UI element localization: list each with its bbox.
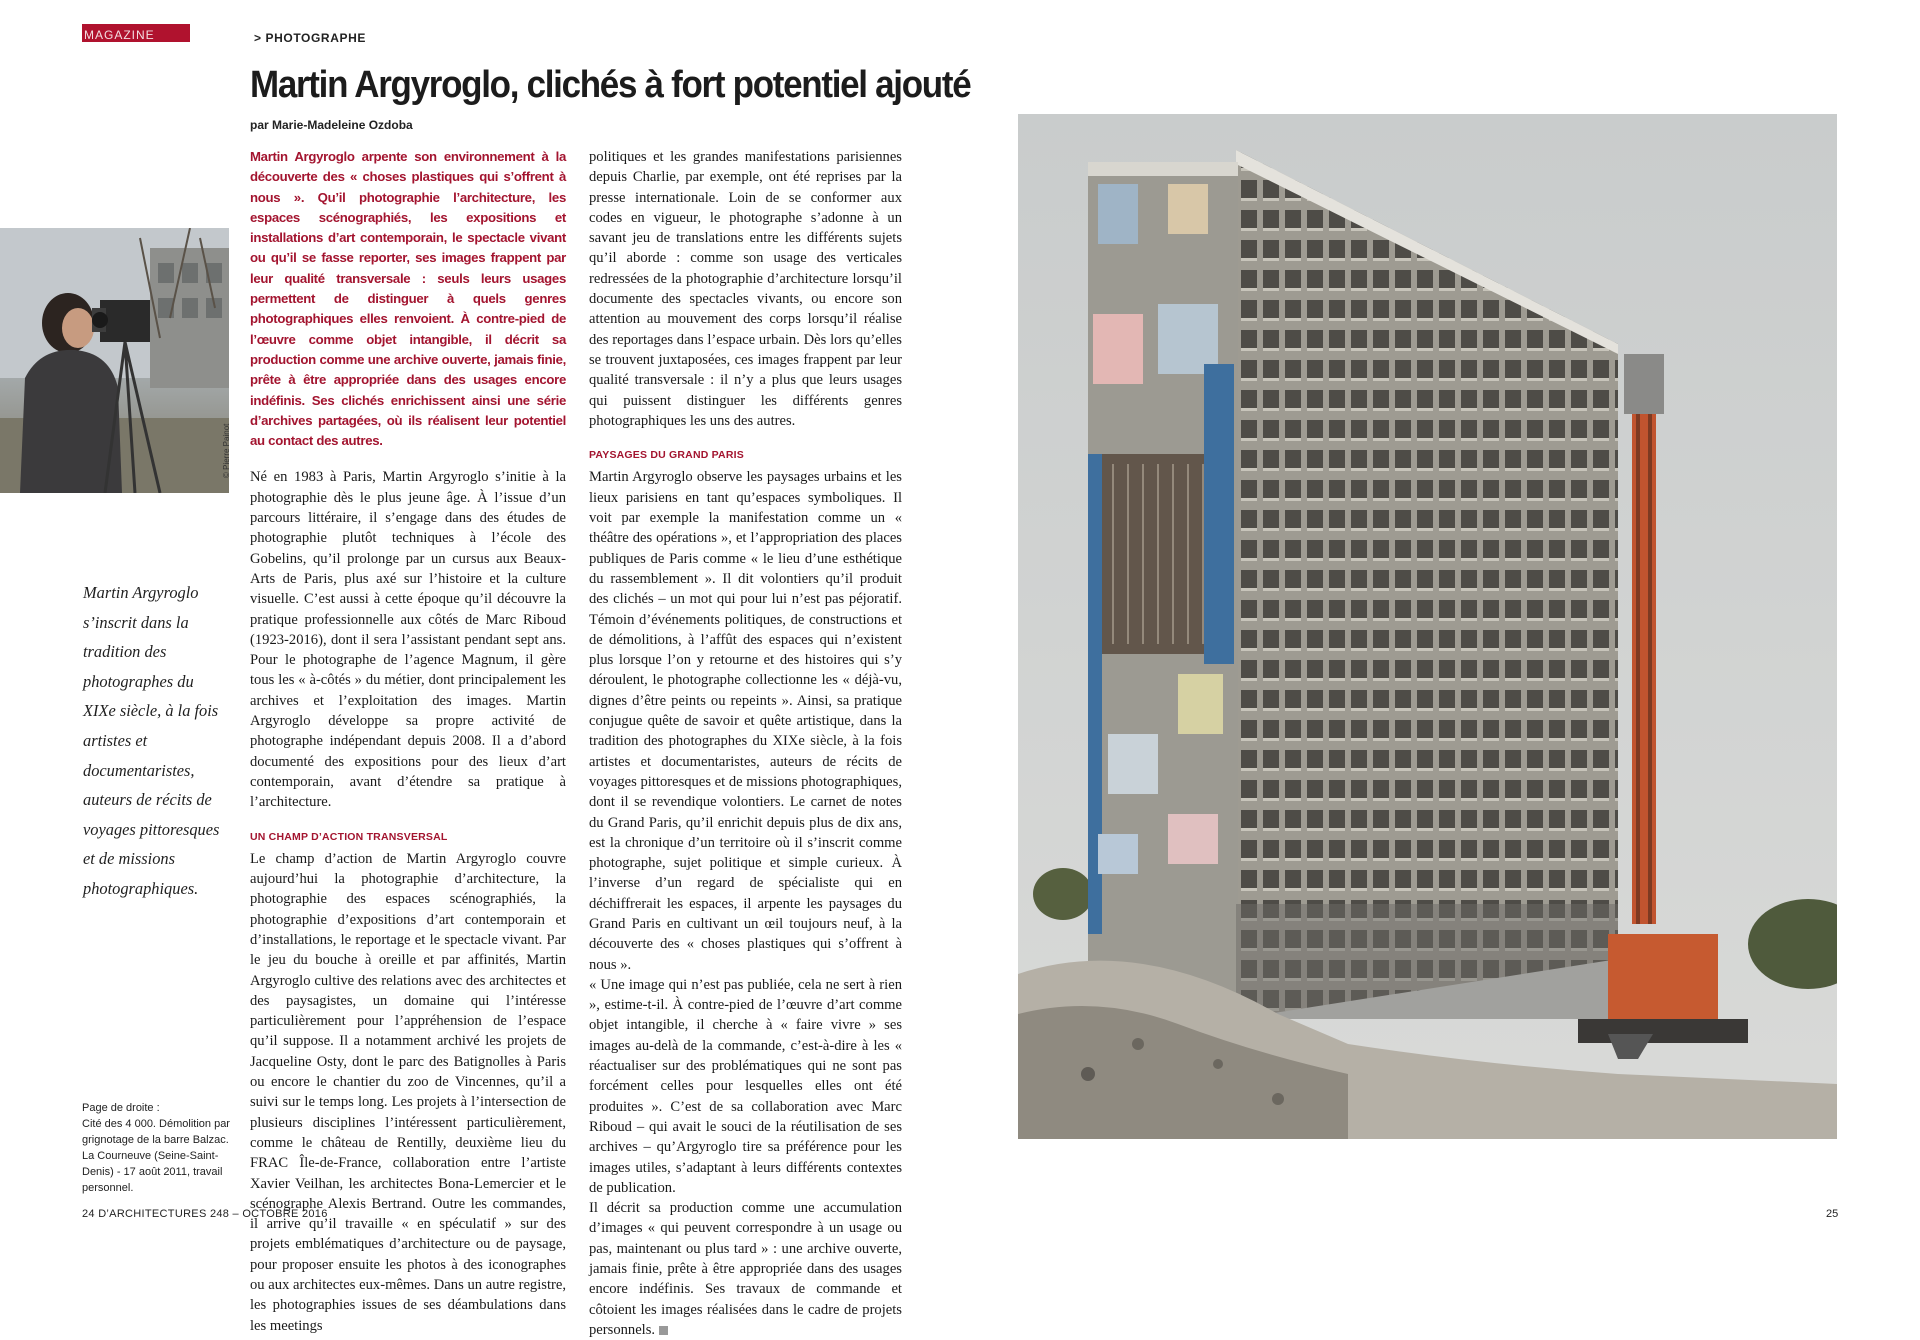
- photo-credit: © Pierre Painot: [222, 423, 231, 478]
- body-paragraph: Le champ d’action de Martin Argyroglo couvre aujourd’hui la photographie d’architecture, la photographie des espaces scénographiés, la photographie d’expositions d’art contemporain et d’installations, le reportage et le spectacle vivant. Par le jeu du bouche à oreille et par affinités, Martin Argyroglo cultive des relations avec des architectes et des paysagistes, un domaine qui l’intéresse particulièrement pour l’appréhension de l’espace qu’il suppose. Il a notamment archivé les projets de Jacqueline Osty, dont le parc des Batignolles à Paris ou encore le chantier du zoo de Vincennes, qu’il a suivi sur le temps long. Les projets à l’intersection de plusieurs disciplines l’intéressent particulièrement, comme le château de Rentilly, deuxième lieu du FRAC Île-de-France, collaboration entre l’artiste Xavier Veilhan, les architectes Bona-Lemercier et le scénographe Alexis Bertrand. Outre les commandes, il arrive qu’il travaille « en spéculatif » sur des projets emblématiques d’architecture ou de paysage, pour proposer ensuite les photos à des iconographes ou aux architectes eux-mêmes. Dans un autre registre, les photographies issues de ses déambulations dans les meetings: [250, 850, 566, 1334]
- page-folio-right: 25: [1826, 1208, 1839, 1220]
- text-column-1: [250, 147, 566, 1336]
- end-mark-icon: [659, 1326, 668, 1335]
- body-paragraph: Martin Argyroglo observe les paysages urbains et les lieux parisiens en tant qu’espaces symboliques. Il voit par exemple la manifestation comme un « théâtre des opérations », et l’appropriation des places publiques de Paris comme « le lieu d’une esthétique du rassemblement ». Il dit volontiers qu’il produit des clichés – un mot qui pour lui n’est pas péjoratif. Témoin d’événements politiques, de constructions et de démolitions, à l’affût des espaces qui n’existent plus lorsque l’on y retourne et des histoires qui s’y déroulent, le photographe collectionne les « déjà-vu, dignes d’être peints ou repeints ». Ainsi, sa pratique conjugue quête de savoir et quête artistique, dans la tradition des photographes du XIXe siècle, à la fois artistes et documentaristes, auteurs de récits de voyages pittoresques et de missions photographiques, dont il se revendique volontiers. Le carnet de notes du Grand Paris, qu’il enrichit depuis plus de dix ans, est la chronique d’un territoire où il s’inscrit comme photographe, sujet politique et simple curieux. À l’inverse d’un regard de spécialiste qui en déchiffrerait les espaces, il arpente les paysages du Grand Paris en cultivant un œil toujours neuf, à la découverte des « choses plastiques qui s’offrent à nous ».: [589, 469, 902, 973]
- pull-quote: Martin Argyroglo s’inscrit dans la tradition des photographes du XIXe siècle, à la fois artistes et documentaristes, auteurs de récits de voyages pittoresques et de missions photographiques.: [83, 583, 220, 898]
- text-column-2: [589, 147, 902, 1340]
- body-paragraph: « Une image qui n’est pas publiée, cela ne sert à rien », estime-t-il. À contre-pied de l’œuvre d’art comme objet intangible, il cherche à « faire vivre » ses images au-delà de la commande, c’est-à-dire à les « réactualiser sur des problématiques qui ne sont pas forcément celles pour lesquelles elles ont été produites ». C’est de sa collaboration avec Marc Riboud – qui avait le souci de la réutilisation de ses archives – qu’Argyroglo tire sa préférence pour les images utiles, s’adaptant à leurs différents contextes de publication.: [589, 976, 902, 1196]
- portrait-photo: [0, 228, 229, 493]
- body-paragraph: Né en 1983 à Paris, Martin Argyroglo s’initie à la photographie dès le plus jeune âge. À l’issue d’un parcours littéraire, il s’engage dans des études de photographie plutôt techniques à l’école des Gobelins, qu’il prolonge par un cursus aux Beaux-Arts de Paris, plus axé sur l’histoire et la culture visuelle. C’est aussi à cette époque qu’il découvre la pratique professionnelle aux côtés de Marc Riboud (1923-2016), dont il sera l’assistant pendant sept ans. Pour le photographe de l’agence Magnum, il gère tous les « à-côtés » du métier, dont principalement les archives et l’exploitation des images. Martin Argyroglo développe sa propre activité de photographe indépendant depuis 2008. Il a d’abord documenté des expositions pour des lieux d’art contemporain, avant d’étendre sa pratique à l’architecture.: [250, 469, 566, 811]
- body-paragraph: [589, 1198, 902, 1340]
- byline: par Marie-Madeleine Ozdoba: [250, 118, 413, 132]
- subheading: PAYSAGES DU GRAND PARIS: [589, 449, 744, 462]
- caption-text: Cité des 4 000. Démolition par grignotage de la barre Balzac. La Courneuve (Seine-Saint-Denis) - 17 août 2011, travail personnel.: [82, 1118, 230, 1194]
- section-label: > PHOTOGRAPHE: [254, 31, 366, 45]
- body-paragraph-text: Il décrit sa production comme une accumulation d’images « qui peuvent correspondre à un usage ou pas, maintenant ou plus tard » : une archive ouverte, jamais finie, prête à être appropriée dans des usages encore indéfinis. Ses travaux de commande et côtoient les images réalisées dans le cadre de projets personnels.: [589, 1200, 902, 1338]
- page-folio-left: 24 D’ARCHITECTURES 248 – OCTOBRE 2016: [82, 1208, 328, 1220]
- photo-caption: [82, 1100, 232, 1196]
- magazine-tag: MAGAZINE: [82, 24, 190, 42]
- caption-label: Page de droite :: [82, 1102, 160, 1114]
- building-demolition-photo: [1018, 114, 1837, 1139]
- subheading: UN CHAMP D’ACTION TRANSVERSAL: [250, 830, 448, 843]
- body-paragraph: politiques et les grandes manifestations parisiennes depuis Charlie, par exemple, ont été reprises par la presse internationale. Loin de se conformer aux codes en vigueur, le photographe s’adonne à un savant jeu de translations entre les différents sujets qu’il aborde : comme son usage des verticales redressées de la photographie d’architecture lorsqu’il documente des spectacles vivants, ou encore son attention au mouvement des corps lorsqu’il réalise des reportages dans l’espace urbain. Dès lors qu’elles se trouvent juxtaposées, ces images frappent par leur qualité transversale : il n’y a plus que leurs usages qui puissent distinguer les différents genres photographiques les uns des autres.: [589, 149, 902, 429]
- article-title: Martin Argyroglo, clichés à fort potentiel ajouté: [250, 64, 971, 106]
- article-lead: Martin Argyroglo arpente son environnement à la découverte des « choses plastiques qui s’offrent à nous ». Qu’il photographie l’architecture, les espaces scénographiés, les expositions et installations d’art contemporain, le spectacle vivant ou qu’il se fasse reporter, ses images frappent par leur qualité transversale : seuls leurs usages permettent de distinguer à quels genres photographiques elles renvoient. À contre-pied de l’œuvre comme objet intangible, il décrit sa production comme une archive ouverte, jamais finie, prête à être appropriée dans des usages encore indéfinis. Ses clichés enrichissent ainsi une série d’archives partagées, où ils réalisent leur potentiel au contact des autres.: [250, 149, 566, 449]
